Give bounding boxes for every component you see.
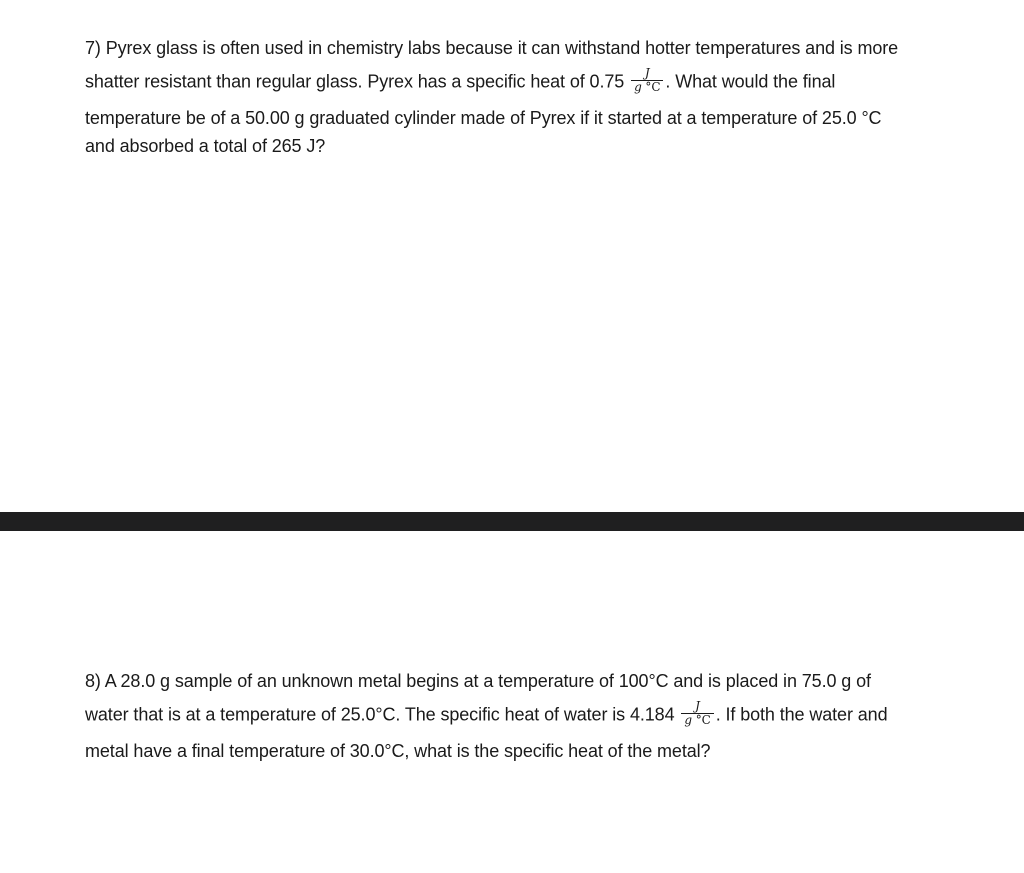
page-bottom [0, 531, 1024, 873]
fraction-denominator [631, 81, 663, 94]
question-7-line-4: and absorbed a total of 265 J? [85, 136, 326, 156]
question-7-line-2-tail: . What would the final [665, 71, 836, 92]
question-8-line-2-text: water that is at a temperature of 25.0°C. The specific heat of water is 4.184 [85, 704, 675, 725]
fraction-denominator-unit: °C [695, 713, 711, 727]
fraction-numerator: J [681, 700, 713, 714]
question-7-line-2 [85, 66, 836, 96]
question-7-line-1: 7) Pyrex glass is often used in chemistry labs because it can withstand hotter temperatures and is more [85, 38, 899, 58]
page-divider [0, 512, 1024, 531]
fraction-denominator [681, 714, 713, 727]
specific-heat-unit-fraction [681, 700, 713, 727]
question-7-line-3: temperature be of a 50.00 g graduated cylinder made of Pyrex if it started at a temperature of 25.0 °C [85, 108, 882, 128]
specific-heat-unit-fraction [631, 67, 663, 94]
question-7-line-2-text: shatter resistant than regular glass. Pyrex has a specific heat of 0.75 [85, 71, 625, 92]
fraction-denominator-mass: g [684, 713, 692, 727]
question-8-line-3: metal have a final temperature of 30.0°C, what is the specific heat of the metal? [85, 741, 711, 761]
question-8-line-2-tail: . If both the water and [715, 704, 888, 725]
fraction-denominator-unit: °C [645, 80, 661, 94]
fraction-numerator: J [631, 67, 663, 81]
fraction-denominator-mass: g [634, 80, 642, 94]
question-8-line-1: 8) A 28.0 g sample of an unknown metal begins at a temperature of 100°C and is placed in 75.0 g of [85, 671, 871, 691]
question-8-line-2 [85, 699, 888, 729]
